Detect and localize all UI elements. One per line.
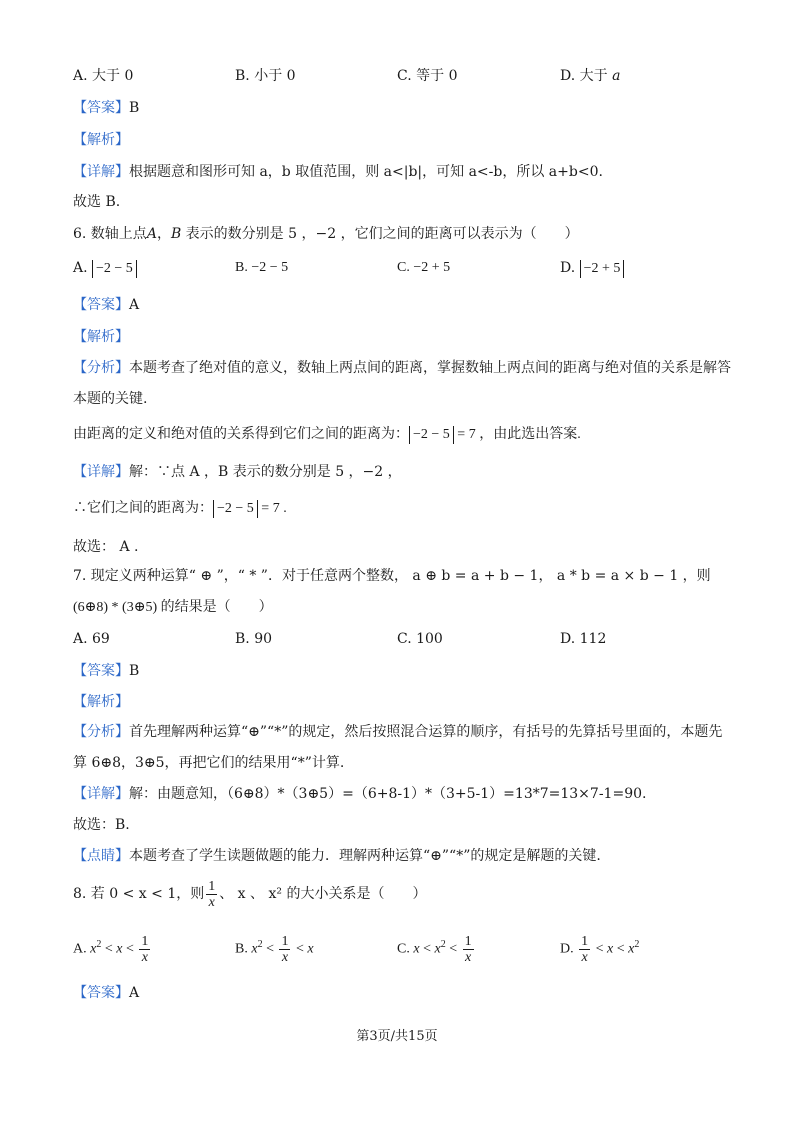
answer-tag: 【答案】 bbox=[73, 297, 129, 313]
answer-tag: 【答案】 bbox=[73, 985, 129, 1001]
q5-detail bbox=[73, 162, 603, 182]
answer-value: B bbox=[129, 100, 140, 116]
q7-comment bbox=[73, 846, 601, 866]
q5-option-d-prefix: D. 大于 bbox=[560, 68, 613, 84]
analysis-text: 本题考查了绝对值的意义，数轴上两点间的距离，掌握数轴上两点间的距离与绝对值的关系是解答 bbox=[129, 360, 731, 376]
q7-analysis-tag: 【解析】 bbox=[73, 694, 129, 710]
analysis-text: 首先理解两种运算“⊕”“*”的规定，然后按照混合运算的顺序，有括号的先算括号里面的，本题先 bbox=[129, 724, 723, 740]
q5-option-d-var: a bbox=[612, 68, 621, 84]
q6-detail-l2-post: = 7 . bbox=[257, 501, 287, 516]
q6-analysis-l3-pre: 由距离的定义和绝对值的关系得到它们之间的距离为： bbox=[73, 426, 409, 442]
analysis-tag: 【分析】 bbox=[73, 360, 129, 376]
answer-value: A bbox=[129, 985, 140, 1001]
comment-tag: 【点睛】 bbox=[73, 848, 129, 864]
q6-detail-line-1 bbox=[73, 462, 402, 482]
q7-analysis-line-1 bbox=[73, 722, 722, 742]
comment-text: 本题考查了学生读题做题的能力．理解两种运算“⊕”“*”的规定是解题的关键. bbox=[129, 848, 601, 864]
q6-detail-line-2 bbox=[73, 498, 287, 519]
page-footer: 第3页/共15页 bbox=[356, 1029, 438, 1044]
q6-option-a-label: A. bbox=[73, 260, 88, 276]
q6-choice: 故选： A . bbox=[73, 539, 139, 555]
q8-option-b: B. $x^2$ < $\frac{1}{x}$ < x bbox=[235, 933, 314, 965]
q7-stem-line-2: (6⊕8) * (3⊕5) 的结果是（ ） bbox=[73, 600, 273, 615]
q8-stem-fraction bbox=[206, 879, 217, 910]
fraction-denominator: x bbox=[208, 894, 215, 910]
detail-text: 解：∵点 A ，B 表示的数分别是 5 ，−2 ， bbox=[129, 464, 402, 480]
q6-answer bbox=[73, 295, 139, 315]
q5-option-c: C. 等于 0 bbox=[397, 68, 458, 84]
q8-stem-pre: 8. 若 0 < x < 1，则 bbox=[73, 886, 205, 902]
q6-option-d-label: D. bbox=[560, 260, 576, 276]
q8-stem-post: 、 x 、 x² 的大小关系是（ ） bbox=[219, 886, 427, 902]
q6-stem bbox=[73, 224, 579, 244]
q5-option-d bbox=[560, 66, 620, 86]
q8-answer bbox=[73, 983, 139, 1003]
q6-option-c: C. −2 + 5 bbox=[397, 260, 451, 275]
q8-stem bbox=[73, 874, 426, 914]
fraction-one-over-x: $\frac{1}{x}$ bbox=[141, 933, 149, 965]
q6-option-d bbox=[560, 258, 624, 278]
fraction-one-over-x: $\frac{1}{x}$ bbox=[464, 933, 472, 965]
detail-tag: 【详解】 bbox=[73, 786, 129, 802]
q6-detail-l2-pre: ∴它们之间的距离为： bbox=[73, 500, 213, 516]
q5-analysis-tag: 【解析】 bbox=[73, 132, 129, 148]
q6-stem-prefix: 6. 数轴上点 bbox=[73, 226, 147, 242]
q8-option-a-label: A. bbox=[73, 941, 87, 957]
q6-stem-comma: ， bbox=[156, 226, 171, 242]
detail-text: 根据题意和图形可知 a，b 取值范围，则 a<|b|，可知 a<-b，所以 a+b<0. bbox=[129, 164, 603, 180]
analysis-tag: 【分析】 bbox=[73, 724, 129, 740]
q6-option-b: B. −2 − 5 bbox=[235, 260, 289, 275]
q7-analysis-line-2: 算 6⊕8，3⊕5，再把它们的结果用“*”计算. bbox=[73, 755, 345, 771]
fraction-one-over-x: $\frac{1}{x}$ bbox=[281, 933, 289, 965]
detail-tag: 【详解】 bbox=[73, 464, 129, 480]
q5-option-a: A. 大于 0 bbox=[73, 68, 134, 84]
q6-option-a-expr: −2 − 5 bbox=[92, 260, 137, 278]
q8-option-c: C. $x < x^2$ < $\frac{1}{x}$ bbox=[397, 933, 472, 965]
q7-stem-line-1: 7. 现定义两种运算“ ⊕ ”，“ * ”．对于任意两个整数， a ⊕ b = a + b − 1， a * b = a × b − 1 ，则 bbox=[73, 568, 711, 584]
q6-analysis-line-1 bbox=[73, 358, 731, 378]
fraction-numerator: 1 bbox=[208, 878, 216, 894]
fraction-one-over-x: $\frac{1}{x}$ bbox=[581, 933, 589, 965]
q6-analysis-l3-post: = 7 ，由此选出答案. bbox=[453, 427, 581, 442]
q6-option-d-expr: −2 + 5 bbox=[580, 260, 625, 278]
answer-tag: 【答案】 bbox=[73, 100, 129, 116]
q7-option-c: C. 100 bbox=[397, 631, 443, 647]
q6-point-b: B bbox=[170, 226, 182, 242]
q6-analysis-tag: 【解析】 bbox=[73, 329, 129, 345]
q8-option-a: A. $x^2 < x$ < $\frac{1}{x}$ bbox=[73, 933, 149, 965]
q5-answer bbox=[73, 98, 139, 118]
q7-option-b: B. 90 bbox=[235, 631, 273, 647]
q5-option-b: B. 小于 0 bbox=[235, 68, 296, 84]
q6-analysis-line-2: 本题的关键. bbox=[73, 391, 148, 407]
q7-option-d: D. 112 bbox=[560, 631, 607, 647]
detail-text: 解：由题意知，（6⊕8）*（3⊕5）=（6+8-1）*（3+5-1）=13*7=13×7-1=90. bbox=[129, 786, 647, 802]
q8-option-c-label: C. bbox=[397, 941, 410, 957]
q8-option-d: D. $\frac{1}{x}$ < $x < x^2$ bbox=[560, 933, 640, 965]
q6-analysis-l3-expr: −2 − 5 bbox=[409, 426, 454, 444]
q6-point-a: A bbox=[146, 226, 157, 242]
answer-value: A bbox=[129, 297, 140, 313]
answer-value: B bbox=[129, 663, 140, 679]
q7-detail bbox=[73, 784, 646, 804]
q6-detail-l2-expr: −2 − 5 bbox=[213, 500, 258, 518]
q7-choice: 故选：B. bbox=[73, 817, 130, 833]
q8-option-d-label: D. bbox=[560, 941, 574, 957]
q6-analysis-line-3 bbox=[73, 424, 581, 445]
detail-tag: 【详解】 bbox=[73, 164, 129, 180]
q8-option-b-label: B. bbox=[235, 941, 248, 957]
q6-option-a bbox=[73, 258, 137, 278]
q6-stem-mid: 表示的数分别是 5 ，−2 ，它们之间的距离可以表示为（ ） bbox=[181, 226, 579, 242]
q5-choice: 故选 B. bbox=[73, 194, 121, 210]
q7-option-a: A. 69 bbox=[73, 631, 110, 647]
q7-answer bbox=[73, 661, 139, 681]
answer-tag: 【答案】 bbox=[73, 663, 129, 679]
